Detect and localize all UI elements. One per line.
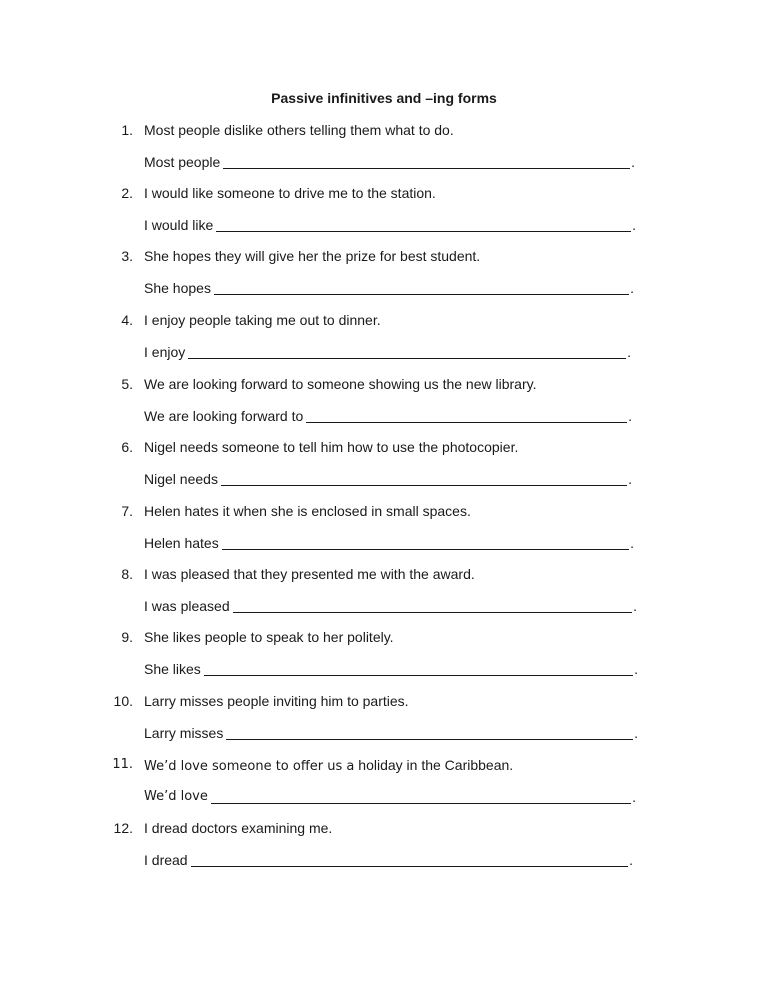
answer-stem: We are looking forward to — [144, 408, 304, 424]
answer-period: . — [629, 852, 633, 868]
answer-period: . — [628, 471, 632, 487]
answer-line — [144, 153, 635, 171]
item-number: 10. — [113, 693, 133, 709]
answer-line — [144, 597, 637, 615]
exercise-item-12 — [0, 819, 768, 883]
exercise-item-7 — [0, 502, 768, 566]
answer-period: . — [628, 408, 632, 424]
answer-blank[interactable] — [306, 408, 627, 423]
item-number: 12. — [113, 820, 133, 836]
exercise-item-2 — [0, 184, 768, 248]
answer-line — [144, 216, 636, 234]
answer-period: . — [633, 598, 637, 614]
answer-line — [144, 407, 632, 425]
exercise-item-4 — [0, 311, 768, 375]
answer-period: . — [627, 344, 631, 360]
answer-line — [144, 724, 638, 742]
item-number: 6. — [121, 439, 133, 455]
answer-line — [144, 343, 631, 361]
page-title: Passive infinitives and –ing forms — [271, 90, 497, 106]
prompt-sentence: I dread doctors examining me. — [144, 820, 333, 836]
prompt-sentence — [144, 756, 513, 776]
prompt-sentence: She likes people to speak to her politely. — [144, 629, 394, 645]
prompt-sentence-part-b: holiday in the Caribbean. — [354, 757, 514, 773]
answer-blank[interactable] — [223, 154, 630, 169]
answer-period: . — [630, 535, 634, 551]
answer-stem: We’d love — [144, 789, 208, 804]
answer-blank[interactable] — [204, 661, 633, 676]
prompt-sentence: I was pleased that they presented me with the award. — [144, 566, 475, 582]
answer-blank[interactable] — [214, 280, 629, 295]
answer-stem: I enjoy — [144, 344, 186, 360]
item-number: 1. — [121, 122, 133, 138]
answer-period: . — [632, 789, 636, 805]
prompt-sentence: She hopes they will give her the prize for best student. — [144, 248, 481, 264]
prompt-sentence: I would like someone to drive me to the station. — [144, 185, 436, 201]
item-number: 3. — [121, 248, 133, 264]
answer-blank[interactable] — [233, 598, 633, 613]
answer-stem: Larry misses — [144, 725, 224, 741]
answer-line — [144, 851, 633, 869]
exercise-item-6 — [0, 438, 768, 502]
answer-line — [144, 534, 634, 552]
exercise-item-3 — [0, 247, 768, 311]
answer-line — [144, 788, 636, 806]
answer-line — [144, 279, 634, 297]
answer-blank[interactable] — [216, 217, 631, 232]
exercise-item-5 — [0, 375, 768, 439]
exercise-item-10 — [0, 692, 768, 756]
prompt-sentence: We are looking forward to someone showing us the new library. — [144, 376, 537, 392]
answer-stem: I was pleased — [144, 598, 230, 614]
answer-stem: I dread — [144, 852, 188, 868]
item-number: 11. — [112, 757, 133, 772]
prompt-sentence: Helen hates it when she is enclosed in small spaces. — [144, 503, 471, 519]
prompt-sentence: Nigel needs someone to tell him how to use the photocopier. — [144, 439, 519, 455]
answer-stem: She likes — [144, 661, 201, 677]
prompt-sentence: Most people dislike others telling them what to do. — [144, 122, 454, 138]
item-number: 8. — [121, 566, 133, 582]
answer-blank[interactable] — [222, 535, 629, 550]
answer-period: . — [634, 725, 638, 741]
prompt-sentence: I enjoy people taking me out to dinner. — [144, 312, 381, 328]
exercise-item-11 — [0, 756, 768, 820]
answer-stem: She hopes — [144, 280, 211, 296]
item-number: 5. — [121, 376, 133, 392]
prompt-sentence-part-a: We’d love someone to offer us a — [144, 759, 355, 774]
answer-line — [144, 660, 638, 678]
answer-blank[interactable] — [221, 471, 627, 486]
item-number: 7. — [121, 503, 133, 519]
answer-period: . — [631, 154, 635, 170]
answer-stem: Most people — [144, 154, 221, 170]
answer-blank[interactable] — [191, 852, 629, 867]
exercise-item-1 — [0, 121, 768, 185]
exercise-item-9 — [0, 628, 768, 692]
item-number: 9. — [121, 629, 133, 645]
item-number: 4. — [121, 312, 133, 328]
answer-blank[interactable] — [226, 725, 633, 740]
answer-stem: Nigel needs — [144, 471, 218, 487]
item-number: 2. — [121, 185, 133, 201]
answer-stem: Helen hates — [144, 535, 219, 551]
answer-blank[interactable] — [188, 344, 626, 359]
answer-period: . — [630, 280, 634, 296]
answer-line — [144, 470, 632, 488]
answer-period: . — [632, 217, 636, 233]
prompt-sentence: Larry misses people inviting him to parties. — [144, 693, 409, 709]
exercise-item-8 — [0, 565, 768, 629]
answer-blank[interactable] — [211, 789, 631, 804]
answer-stem: I would like — [144, 217, 214, 233]
answer-period: . — [634, 661, 638, 677]
